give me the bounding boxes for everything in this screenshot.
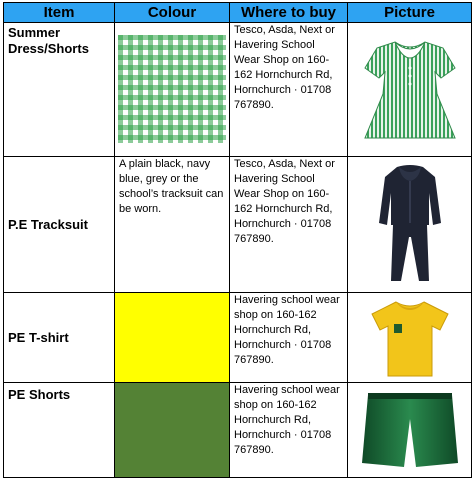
colour-cell (115, 157, 230, 293)
item-cell (4, 383, 115, 478)
colour-cell (115, 383, 230, 478)
tracksuit-image (348, 157, 471, 292)
header-item: Item (4, 3, 115, 23)
table-row (4, 23, 472, 157)
picture-cell (348, 157, 472, 293)
item-name: P.E Tracksuit (8, 216, 88, 232)
picture-cell (348, 293, 472, 383)
item-cell (4, 293, 115, 383)
where-cell (230, 23, 348, 157)
where-text: Havering school wear shop on 160-162 Hornchurch Rd, Hornchurch · 01708 767890. (234, 294, 340, 366)
where-cell (230, 293, 348, 383)
header-picture: Picture (348, 3, 472, 23)
table-row (4, 383, 472, 478)
item-name (4, 23, 114, 59)
picture-cell (348, 383, 472, 478)
where-cell (230, 157, 348, 293)
summer-dress-image (348, 23, 471, 156)
where-text: Tesco, Asda, Next or Havering School Wear Shop on 160-162 Hornchurch Rd, Hornchurch · 01708 767890. (234, 158, 335, 245)
colour-text: A plain black, navy blue, grey or the school’s tracksuit can be worn. (119, 158, 224, 215)
picture-cell (348, 23, 472, 157)
header-colour: Colour (115, 3, 230, 23)
item-name: PE Shorts (8, 387, 71, 402)
where-text: Havering school wear shop on 160-162 Hornchurch Rd, Hornchurch · 01708 767890. (234, 384, 340, 456)
yellow-tshirt-image (348, 293, 471, 382)
item-name: PE T-shirt (8, 329, 69, 345)
item-name-line1: Summer (8, 25, 61, 40)
table-row (4, 157, 472, 293)
gingham-swatch (118, 35, 226, 143)
colour-cell (115, 293, 230, 383)
item-name-line2: Dress/Shorts (8, 41, 89, 56)
header-where: Where to buy (230, 3, 348, 23)
item-cell (4, 23, 115, 157)
header-row (4, 3, 472, 23)
where-text: Tesco, Asda, Next or Havering School Wear Shop on 160-162 Hornchurch Rd, Hornchurch · 01708 767890. (234, 24, 335, 111)
uniform-table (3, 2, 472, 478)
table-row (4, 293, 472, 383)
green-shorts-image (348, 383, 471, 477)
colour-cell (115, 23, 230, 157)
where-cell (230, 383, 348, 478)
item-cell (4, 157, 115, 293)
